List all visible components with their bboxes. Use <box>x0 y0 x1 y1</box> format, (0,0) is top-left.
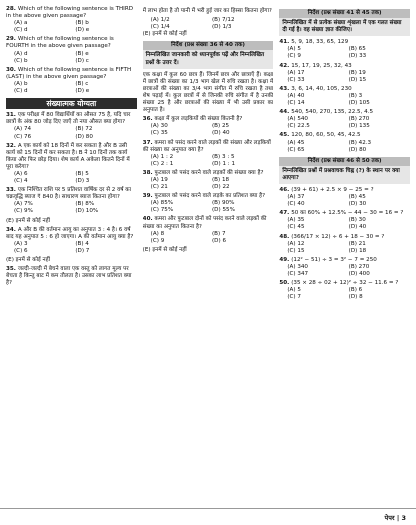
option: (B) 45 <box>348 194 366 201</box>
option: (B) 25 <box>212 123 230 130</box>
question <box>279 187 410 208</box>
option: (A) 30 <box>150 123 168 130</box>
option: (B) e <box>75 50 89 57</box>
question <box>6 143 137 186</box>
directions-box <box>143 41 274 68</box>
options <box>143 231 274 245</box>
question-number: 32. <box>6 142 18 149</box>
option: (B) 65 <box>348 46 366 53</box>
question-text: 36. कक्षा में कुल लड़कियों की संख्या कितनी है? <box>142 116 243 123</box>
options <box>279 93 410 107</box>
option: (D) 55% <box>212 207 235 214</box>
question-number: 45. <box>279 132 292 139</box>
option: (D) 33 <box>348 53 367 60</box>
question <box>279 257 410 278</box>
option: (D) 18 <box>348 247 367 254</box>
question <box>279 86 410 107</box>
options <box>279 194 410 208</box>
option: (A) 340 <box>287 263 308 270</box>
question <box>279 132 410 153</box>
question-text: 41. 5, 9, 18, 33, 65, 129 <box>279 39 349 46</box>
question-text: 39. फुटबाल को पसंद करने वाले लड़के का प्रतिशत क्या है? <box>142 193 266 200</box>
option-none: (E) इनमें से कोई नहीं <box>142 246 187 253</box>
question-number: 49. <box>279 256 292 263</box>
passage: एक कक्षा में कुल 60 छात्र हैं। जिनमें छात्र और छात्राएँ हैं। कक्षा में छात्रों की संख्या का 1/3 भाग खेल में रुचि रखता है। कक्षा में छात्राओं की संख्या का 3/4 भाग संगीत में रुचि रखता है तथा शेष पढ़ाई में। कुल छात्रों में से जिनकी रुचि संगीत में है उनकी संख्या 25 है और छात्राओं की संख्या में भी उसी प्रकार का अनुपात है। <box>142 71 274 114</box>
option: (D) 10% <box>75 208 99 215</box>
page-number: पेपर | 3 <box>384 513 406 522</box>
question <box>6 266 137 287</box>
question <box>6 67 137 95</box>
directions-text: निम्नलिखित में से प्रत्येक संख्या शृंखला में एक गलत संख्या दी गई है। वह संख्या ज्ञात कीजिए। <box>282 20 402 34</box>
option: (C) 14 <box>287 100 305 107</box>
option: (D) 1/3 <box>212 24 232 31</box>
option: (A) 5 <box>287 46 301 53</box>
option: (A) 6 <box>14 170 28 177</box>
option: (D) 1 : 1 <box>212 160 236 167</box>
option: (C) d <box>14 27 28 34</box>
option: (B) 270 <box>348 116 370 123</box>
options <box>279 241 410 255</box>
question-text: 34. A और B की वर्तमान आयु का अनुपात 3 : 4 है। 6 वर्ष बाद यह अनुपात 5 : 6 हो जाएगा। A की वर्तमान आयु क्या है? <box>6 226 134 240</box>
column-3 <box>279 6 410 511</box>
question-number: 41. <box>279 39 292 46</box>
question <box>279 109 410 130</box>
question-text: (E) इनमें से कोई नहीं <box>6 257 51 263</box>
option: (C) 15 <box>287 247 305 254</box>
option: (D) c <box>75 57 89 64</box>
question-number: 38. <box>142 169 155 176</box>
option: (D) 400 <box>348 271 370 277</box>
option: (C) d <box>14 88 28 95</box>
question <box>143 140 274 168</box>
directions-heading: निर्देश (प्रश्न संख्या 41 से 45 तक) <box>279 9 410 18</box>
option: (B) 6 <box>348 287 363 294</box>
question-number: 35. <box>6 266 18 273</box>
question-number: 44. <box>279 109 292 116</box>
option: (A) 40 <box>287 92 305 99</box>
options <box>279 287 410 301</box>
option: (C) 9% <box>14 208 33 215</box>
question-number: 29. <box>6 36 18 43</box>
question-number: 34. <box>6 226 18 233</box>
question-text: 50. (35 × 28 ÷ 02 + 12)² ÷ 32 − 11.6 = ? <box>279 280 399 287</box>
options <box>279 116 410 130</box>
question-number: 37. <box>142 139 155 146</box>
options <box>143 200 274 214</box>
option: (A) b <box>14 80 28 87</box>
question-text: 42. 15, 17, 19, 25, 32, 43 <box>279 62 352 69</box>
options <box>6 126 137 140</box>
question-number: 28. <box>6 6 18 12</box>
directions-text: निम्नलिखित जानकारी को ध्यानपूर्वक पढ़ें और निम्नलिखित प्रश्नों के उत्तर दें। <box>145 52 265 66</box>
question <box>6 112 137 140</box>
option: (C) 7 <box>287 294 301 301</box>
option: (B) 42.3 <box>348 139 372 146</box>
option: (B) b <box>75 20 89 27</box>
option: (D) e <box>75 88 90 95</box>
option: (D) 7 <box>75 247 90 254</box>
option: (C) 33 <box>287 76 305 83</box>
options <box>143 154 274 168</box>
option: (A) 7% <box>14 201 33 208</box>
option: (B) 270 <box>348 263 370 270</box>
section-banner: संख्यात्मक योग्यता <box>6 98 137 109</box>
option: (A) 5 <box>287 287 301 294</box>
option: (C) 22.5 <box>287 123 310 130</box>
question-text: 44. 540, 540, 270, 135, 22.5, 4.5 <box>279 109 374 116</box>
option: (D) 15 <box>348 76 367 83</box>
option: (B) 7/12 <box>212 17 235 24</box>
option: (D) 135 <box>348 123 370 130</box>
options <box>279 140 410 154</box>
question-text: 49. (12² − 51) ÷ 3 = 3² − 7 = 250 <box>279 256 377 263</box>
directions-text: निम्नलिखित प्रश्नों में प्रश्नवाचक चिह्न (?) के स्थान पर क्या आएगा? <box>282 167 400 181</box>
directions-heading: निर्देश (प्रश्न संख्या 46 से 50 तक) <box>279 157 410 166</box>
question-text: 43. 3, 6, 14, 40, 105, 230 <box>279 85 352 92</box>
options <box>6 51 137 65</box>
directions-box <box>279 9 410 36</box>
option: (A) 85% <box>150 200 174 207</box>
option: (B) 3 <box>348 92 363 99</box>
option: (C) 35 <box>150 130 168 137</box>
question-number: 30. <box>6 66 18 73</box>
options <box>6 81 137 95</box>
option: (C) 75% <box>150 207 174 214</box>
question-number: 36. <box>142 116 155 123</box>
question <box>6 6 137 34</box>
option: (B) c <box>75 80 89 87</box>
option: (B) 30 <box>348 217 366 224</box>
option: (B) 8% <box>75 201 95 208</box>
question-text: 45. 120, 80, 60, 50, 45, 42.5 <box>279 132 361 139</box>
option: (A) 37 <box>287 194 305 201</box>
directions-heading: निर्देश (प्रश्न संख्या 36 से 40 तक) <box>143 41 274 50</box>
question-text: 40. कमरा और फुटबाल दोनों को पसंद करने वाले लड़कों की संख्या का अनुपात कितना है? <box>142 216 267 230</box>
question-number: 31. <box>6 112 18 119</box>
option: (C) 65 <box>287 146 305 153</box>
question-continuation: में लाभ होता है तो पानी में भरी हुई जार का हिस्सा कितना होगा? <box>142 8 272 14</box>
options <box>279 46 410 60</box>
option: (A) 3 <box>14 240 28 247</box>
options <box>6 201 137 215</box>
option: (C) 6 <box>14 247 28 254</box>
question-number: 47. <box>279 210 292 217</box>
option: (C) 76 <box>14 133 32 140</box>
question-number: 42. <box>279 62 292 69</box>
question-text: 30. Which of the following sentence is FIFTH (LAST) in the above given passage? <box>6 66 132 80</box>
question-number: 33. <box>6 187 18 194</box>
question-text: 32. A एक कार्य को 18 दिनों में कर सकता है और B उसी कार्य को 15 दिनों में कर सकता है। B ने 10 दिनों तक कार्य किया और फिर छोड़ दिया। शेष कार्य A अकेला कितने दिनों में पूरा करेगा? <box>6 142 130 170</box>
options <box>143 123 274 137</box>
question-text: 28. Which of the following sentence is THIRD in the above given passage? <box>6 6 134 20</box>
option: (A) 45 <box>287 139 305 146</box>
option: (B) 4 <box>75 240 89 247</box>
directions-box <box>279 157 410 184</box>
option: (D) 105 <box>348 100 370 107</box>
question <box>279 234 410 255</box>
question-number: 40. <box>142 216 155 223</box>
options <box>279 217 410 231</box>
options <box>279 70 410 84</box>
question-number: 39. <box>142 193 155 200</box>
option: (A) a <box>14 20 28 27</box>
question <box>6 36 137 64</box>
option: (D) 40 <box>348 224 367 231</box>
options <box>143 17 274 31</box>
option: (D) 40 <box>212 130 230 137</box>
option: (B) 21 <box>348 240 366 247</box>
option: (A) 35 <box>287 217 305 224</box>
option: (D) 80 <box>348 146 367 153</box>
option: (C) 1/4 <box>150 24 170 31</box>
option: (A) 540 <box>287 116 308 123</box>
question <box>143 216 274 244</box>
option: (C) 9 <box>287 53 301 60</box>
question-text: 47. 50 का 60% + 12.5% − 44 − 30 = 16 = ? <box>279 210 404 217</box>
options <box>143 177 274 191</box>
option: (C) 40 <box>287 201 305 208</box>
options <box>279 264 410 278</box>
option: (B) 19 <box>348 69 366 76</box>
question-text: 48. (366/17 × 12) ÷ 6 + 18 − 30 = ? <box>279 233 385 240</box>
option: (B) 7 <box>212 230 226 237</box>
question-number: 46. <box>279 186 292 193</box>
option: (D) 8 <box>348 294 363 301</box>
question <box>143 193 274 214</box>
question <box>143 170 274 191</box>
page-footer <box>0 508 416 525</box>
option: (B) 18 <box>212 176 230 183</box>
question-text: 46. (39 + 61) + 2.5 × 9 − 25 = ? <box>279 186 374 193</box>
option: (C) 45 <box>287 224 305 231</box>
options <box>6 20 137 34</box>
question-text: 31. एक परीक्षा में 80 विद्यार्थियों का औसत 75 है, यदि चार छात्रों के अंक 80 जोड़ दिए जाएँ तो नया औसत क्या होगा? <box>6 112 131 126</box>
option: (D) 22 <box>212 184 230 191</box>
question-text: 33. एक निश्चित राशि पर 5 प्रतिशत वार्षिक दर से 2 वर्ष का चक्रवृद्धि ब्याज ₹ 840 है। साधारण ब्याज कितना होगा? <box>6 187 131 201</box>
question <box>279 210 410 231</box>
question <box>6 187 137 215</box>
option-none: (E) इनमें से कोई नहीं <box>142 31 187 38</box>
option: (D) e <box>75 27 90 34</box>
option: (A) 17 <box>287 69 305 76</box>
question-number: 48. <box>279 233 292 240</box>
question <box>6 257 137 264</box>
question <box>279 63 410 84</box>
option: (D) 80 <box>75 133 93 140</box>
option: (B) 5 <box>75 170 89 177</box>
question-text: 37. कमरा को पसंद करने वाले लड़कों की संख्या और लड़कियों की संख्या का अनुपात क्या है? <box>142 139 271 153</box>
option: (C) 2 : 1 <box>150 160 174 167</box>
column-2 <box>143 6 274 511</box>
option: (A) 1 : 2 <box>150 153 174 160</box>
question-text: 35. जल्दी-जल्दी में बेचने वाला एक वस्तु को लागत मूल्य पर बेचता है किन्तु बाट में कम तौलता है। उसका लाभ प्रतिशत क्या है? <box>6 266 132 287</box>
option: (A) 8 <box>150 230 165 237</box>
option: (B) 3 : 5 <box>212 153 235 160</box>
options <box>6 171 137 185</box>
option: (D) 6 <box>212 237 227 244</box>
option: (D) 30 <box>348 201 367 208</box>
option: (A) 74 <box>14 126 32 133</box>
option: (A) 12 <box>287 240 305 247</box>
question <box>279 280 410 301</box>
option: (B) 72 <box>75 126 93 133</box>
question <box>6 218 137 225</box>
options <box>6 241 137 255</box>
question-number: 50. <box>279 280 292 287</box>
question <box>143 116 274 137</box>
column-1 <box>6 6 137 511</box>
question <box>279 39 410 60</box>
question-text: (E) इनमें से कोई नहीं <box>6 217 51 224</box>
question <box>6 227 137 255</box>
option: (D) 3 <box>75 178 90 185</box>
option: (C) 21 <box>150 184 168 191</box>
option: (C) 9 <box>150 237 165 244</box>
option: (B) 90% <box>212 200 235 207</box>
question-text: 38. फुटबाल को पसंद करने वाले लड़कों की संख्या क्या है? <box>142 169 264 176</box>
question-number: 43. <box>279 85 292 92</box>
option: (A) 19 <box>150 176 168 183</box>
option: (C) 4 <box>14 178 28 185</box>
option: (C) 347 <box>287 271 309 277</box>
option: (A) 1/2 <box>150 17 170 24</box>
option: (A) d <box>14 50 28 57</box>
question-text: 29. Which of the following sentence is FOURTH in the above given passage? <box>6 36 114 50</box>
option: (C) b <box>14 57 28 64</box>
